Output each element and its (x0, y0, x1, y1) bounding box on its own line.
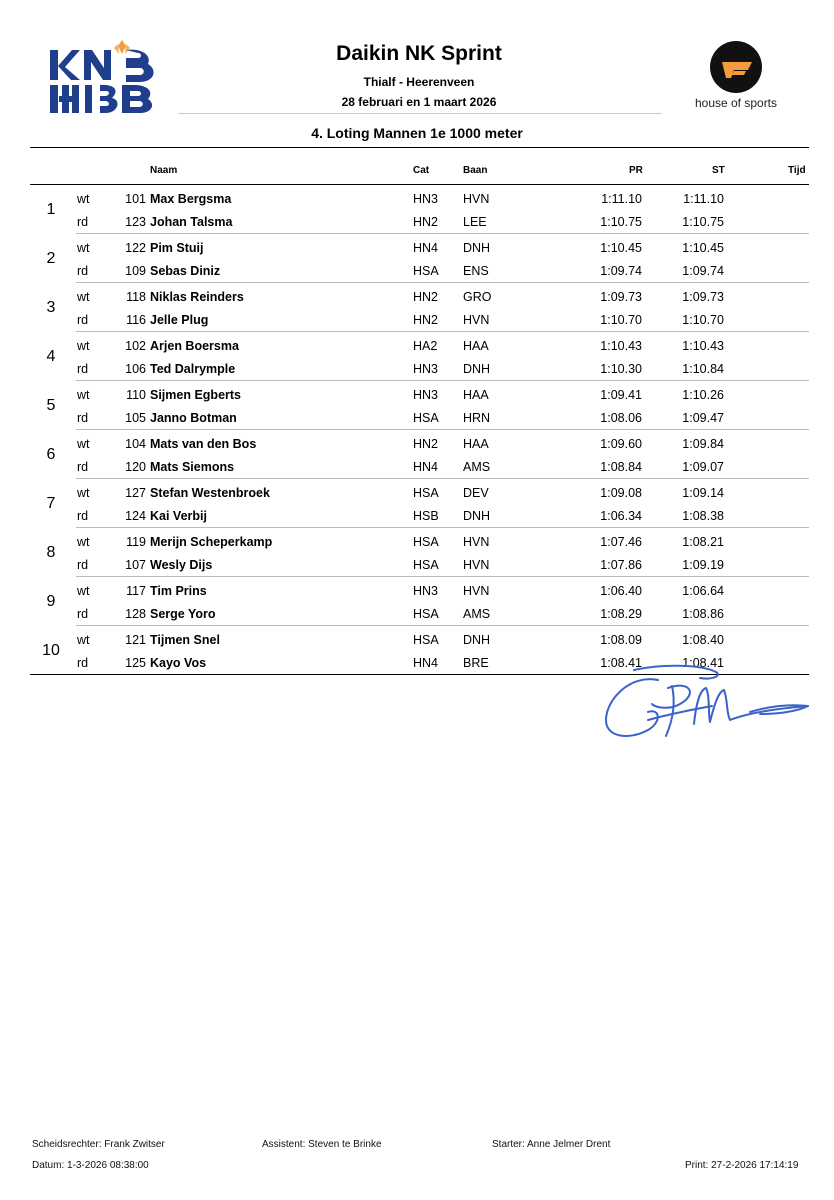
skater-baan: HAA (463, 388, 489, 402)
pair-row (30, 283, 809, 332)
skater-lane: wt (77, 241, 90, 255)
skater-cat: HN2 (413, 437, 439, 451)
skater-st: 1:09.74 (682, 264, 724, 278)
skater-no: 118 (126, 290, 146, 304)
header-divider (178, 113, 662, 114)
col-naam: Naam (150, 165, 178, 176)
pair-number: 6 (46, 446, 56, 463)
pair-row (30, 430, 809, 479)
pair-number: 3 (46, 299, 56, 316)
skater-name: Max Bergsma (150, 192, 232, 206)
skater-baan: HVN (463, 584, 490, 598)
skater-cat: HSA (413, 535, 439, 549)
skater-pr: 1:06.40 (600, 584, 642, 598)
table-top-rule (30, 147, 809, 148)
skater-cat: HN4 (413, 460, 439, 474)
pair-number: 8 (46, 544, 56, 561)
skater-cat: HN3 (413, 584, 439, 598)
pair-row (30, 381, 809, 430)
skater-cat: HSA (413, 607, 439, 621)
skater-lane: rd (77, 264, 89, 278)
skater-baan: HVN (463, 558, 490, 572)
skater-name: Arjen Boersma (150, 339, 239, 353)
skater-cat: HSA (413, 486, 439, 500)
skater-name: Kai Verbij (150, 509, 207, 523)
col-st: ST (712, 165, 725, 176)
skater-row (30, 259, 809, 282)
skater-baan: HVN (463, 192, 490, 206)
skater-baan: HAA (463, 339, 489, 353)
skater-lane: wt (77, 290, 90, 304)
skater-st: 1:09.73 (682, 290, 724, 304)
pair-number: 2 (46, 250, 56, 267)
col-baan: Baan (463, 165, 488, 176)
skater-name: Mats Siemons (150, 460, 235, 474)
skater-lane: wt (77, 437, 90, 451)
skater-lane: rd (77, 509, 89, 523)
skater-cat: HN2 (413, 290, 439, 304)
skater-row (30, 602, 809, 625)
skater-name: Mats van den Bos (150, 437, 257, 451)
skater-no: 109 (125, 264, 146, 278)
skater-row (30, 357, 809, 380)
skater-st: 1:10.26 (682, 388, 724, 402)
skater-pr: 1:10.30 (600, 362, 642, 376)
skater-pr: 1:09.60 (600, 437, 642, 451)
skater-st: 1:09.14 (682, 486, 724, 500)
pair-row (30, 332, 809, 381)
skater-st: 1:08.41 (682, 656, 724, 670)
skater-name: Kayo Vos (150, 656, 207, 670)
skater-no: 123 (125, 215, 146, 229)
col-cat: Cat (413, 165, 430, 176)
skater-name: Serge Yoro (150, 607, 216, 621)
skater-row (30, 187, 809, 210)
skater-baan: HVN (463, 313, 490, 327)
skater-st: 1:10.70 (682, 313, 724, 327)
skater-st: 1:10.75 (682, 215, 724, 229)
skater-baan: DNH (463, 509, 491, 523)
skater-row (30, 285, 809, 308)
skater-cat: HN4 (413, 241, 439, 255)
skater-lane: wt (77, 339, 90, 353)
sponsor-name: house of sports (694, 96, 778, 110)
skater-no: 117 (126, 584, 146, 598)
event-title: Daikin NK Sprint (336, 42, 502, 65)
skater-row (30, 481, 809, 504)
skater-baan: HRN (463, 411, 491, 425)
skater-baan: LEE (463, 215, 487, 229)
skater-pr: 1:10.70 (600, 313, 642, 327)
skater-pr: 1:10.43 (600, 339, 642, 353)
event-dates: 28 februari en 1 maart 2026 (341, 95, 497, 109)
skater-name: Wesly Dijs (150, 558, 213, 572)
skater-name: Johan Talsma (150, 215, 233, 229)
skater-st: 1:09.84 (682, 437, 724, 451)
footer-starter: Starter: Anne Jelmer Drent (492, 1139, 611, 1150)
footer-date: Datum: 1-3-2026 08:38:00 (32, 1160, 149, 1171)
col-pr: PR (629, 165, 643, 176)
skater-no: 116 (126, 313, 146, 327)
skater-name: Tim Prins (150, 584, 207, 598)
skater-pr: 1:09.08 (600, 486, 642, 500)
skater-cat: HSA (413, 264, 439, 278)
skater-lane: wt (77, 192, 90, 206)
footer-assistant: Assistent: Steven te Brinke (262, 1139, 382, 1150)
house-of-sports-logo (690, 40, 782, 115)
skater-name: Tijmen Snel (150, 633, 220, 647)
skater-st: 1:09.19 (682, 558, 724, 572)
skater-baan: HAA (463, 437, 489, 451)
pair-number: 10 (42, 642, 60, 659)
skater-no: 110 (126, 388, 146, 402)
pair-number: 1 (46, 201, 56, 218)
skater-pr: 1:07.86 (600, 558, 642, 572)
skater-lane: rd (77, 411, 89, 425)
skater-row (30, 579, 809, 602)
skater-cat: HSA (413, 558, 439, 572)
skater-no: 124 (125, 509, 146, 523)
footer-print: Print: 27-2-2026 17:14:19 (685, 1160, 799, 1171)
skater-row (30, 308, 809, 331)
skater-lane: wt (77, 388, 90, 402)
col-tijd: Tijd (788, 165, 806, 176)
skater-baan: GRO (463, 290, 492, 304)
skater-cat: HSA (413, 633, 439, 647)
pair-row (30, 234, 809, 283)
skater-baan: BRE (463, 656, 489, 670)
skater-no: 119 (126, 535, 146, 549)
pair-row (30, 479, 809, 528)
skater-no: 120 (125, 460, 146, 474)
skater-st: 1:08.86 (682, 607, 724, 621)
skater-row (30, 406, 809, 429)
pair-number: 4 (46, 348, 56, 365)
skater-baan: ENS (463, 264, 489, 278)
pair-row (30, 577, 809, 626)
skater-st: 1:06.64 (682, 584, 724, 598)
skater-cat: HN3 (413, 388, 439, 402)
skater-name: Stefan Westenbroek (150, 486, 270, 500)
skater-baan: AMS (463, 460, 491, 474)
skater-no: 128 (125, 607, 146, 621)
event-venue: Thialf - Heerenveen (363, 75, 475, 89)
skater-name: Merijn Scheperkamp (150, 535, 273, 549)
skater-lane: wt (77, 584, 90, 598)
skater-st: 1:10.84 (682, 362, 724, 376)
skater-st: 1:11.10 (683, 192, 724, 206)
skater-pr: 1:10.45 (600, 241, 642, 255)
skater-name: Jelle Plug (150, 313, 209, 327)
skater-name: Sebas Diniz (150, 264, 221, 278)
skater-no: 122 (125, 241, 146, 255)
skater-cat: HA2 (413, 339, 438, 353)
house-of-sports-emblem (690, 40, 782, 94)
skater-pr: 1:10.75 (600, 215, 642, 229)
pair-row (30, 185, 809, 234)
skater-row (30, 432, 809, 455)
skater-pr: 1:11.10 (601, 192, 642, 206)
skater-lane: wt (77, 535, 90, 549)
knsb-logo (48, 40, 158, 115)
signature (600, 660, 812, 742)
skater-cat: HN3 (413, 362, 439, 376)
skater-no: 121 (125, 633, 146, 647)
skater-no: 104 (125, 437, 146, 451)
skater-st: 1:10.43 (682, 339, 724, 353)
skater-row (30, 553, 809, 576)
skater-st: 1:08.38 (682, 509, 724, 523)
skater-pr: 1:08.84 (600, 460, 642, 474)
skater-baan: DNH (463, 241, 491, 255)
skater-pr: 1:08.06 (600, 411, 642, 425)
pair-number: 7 (46, 495, 56, 512)
skater-row (30, 530, 809, 553)
skater-lane: rd (77, 313, 89, 327)
skater-name: Pim Stuij (150, 241, 204, 255)
skater-lane: wt (77, 633, 90, 647)
skater-cat: HSA (413, 411, 439, 425)
skater-lane: rd (77, 362, 89, 376)
skater-pr: 1:08.09 (600, 633, 642, 647)
skater-baan: AMS (463, 607, 491, 621)
skater-lane: rd (77, 215, 89, 229)
skater-cat: HSB (413, 509, 439, 523)
skater-row (30, 504, 809, 527)
skater-name: Ted Dalrymple (150, 362, 236, 376)
skater-row (30, 210, 809, 233)
skater-baan: HVN (463, 535, 490, 549)
skater-cat: HN2 (413, 215, 439, 229)
skater-lane: rd (77, 558, 89, 572)
skater-cat: HN2 (413, 313, 439, 327)
skater-no: 105 (125, 411, 146, 425)
skater-name: Niklas Reinders (150, 290, 244, 304)
skater-no: 125 (125, 656, 146, 670)
skater-baan: DNH (463, 362, 491, 376)
skater-pr: 1:08.41 (600, 656, 642, 670)
skater-st: 1:08.21 (682, 535, 724, 549)
skater-no: 127 (125, 486, 146, 500)
skater-st: 1:09.47 (682, 411, 724, 425)
skater-st: 1:08.40 (682, 633, 724, 647)
skater-pr: 1:09.73 (600, 290, 642, 304)
footer-referee: Scheidsrechter: Frank Zwitser (32, 1139, 165, 1150)
skater-st: 1:10.45 (682, 241, 724, 255)
skater-no: 102 (125, 339, 146, 353)
skater-row (30, 236, 809, 259)
skater-name: Janno Botman (150, 411, 237, 425)
skater-lane: rd (77, 460, 89, 474)
skater-lane: rd (77, 656, 89, 670)
skater-pr: 1:06.34 (600, 509, 642, 523)
skater-cat: HN3 (413, 192, 439, 206)
skater-baan: DNH (463, 633, 491, 647)
pair-number: 9 (46, 593, 56, 610)
skater-row (30, 334, 809, 357)
skater-name: Sijmen Egberts (150, 388, 241, 402)
skater-pr: 1:09.74 (600, 264, 642, 278)
pair-number: 5 (46, 397, 56, 414)
skater-no: 106 (125, 362, 146, 376)
heat-title: 4. Loting Mannen 1e 1000 meter (311, 125, 523, 141)
skater-pr: 1:08.29 (600, 607, 642, 621)
skater-lane: wt (77, 486, 90, 500)
pair-row (30, 528, 809, 577)
skater-row (30, 455, 809, 478)
skater-row (30, 628, 809, 651)
skater-st: 1:09.07 (682, 460, 724, 474)
skater-pr: 1:07.46 (600, 535, 642, 549)
skater-lane: rd (77, 607, 89, 621)
skater-no: 101 (125, 192, 146, 206)
skater-no: 107 (125, 558, 146, 572)
skater-cat: HN4 (413, 656, 439, 670)
skater-baan: DEV (463, 486, 489, 500)
skater-pr: 1:09.41 (600, 388, 642, 402)
skater-row (30, 383, 809, 406)
